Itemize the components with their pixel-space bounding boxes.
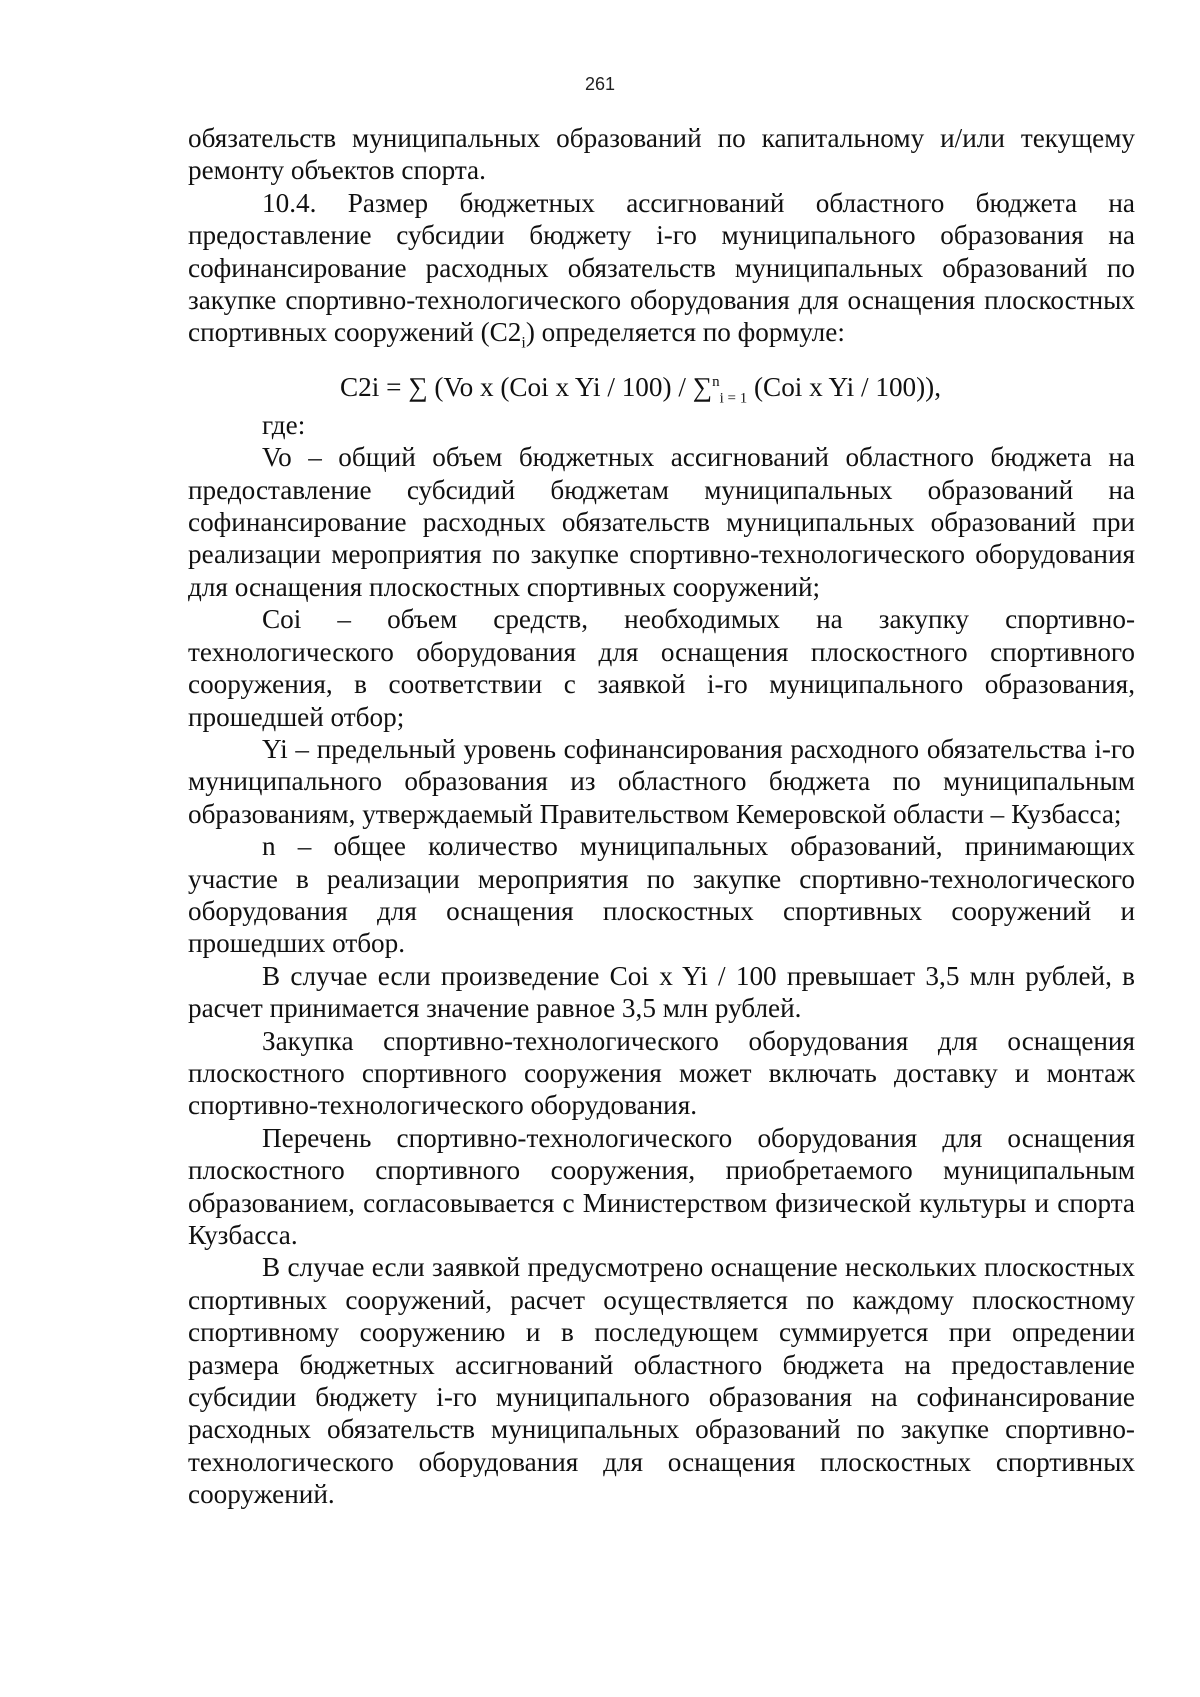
paragraph-10-4-text: 10.4. Размер бюджетных ассигнований областного бюджета на предоставление субсидии бюджету i-го муниципального образования на софинансирование расходных обязательств муниципальных образований по закупке спортивно-технологического оборудования для оснащения плоскостных спортивных сооружений (C2 xyxy=(188,187,1135,348)
definition-yi: Yi – предельный уровень софинансирования расходного обязательства i-го муниципального образования из областного бюджета по муниципальным образованиям, утверждаемый Правительством Кемеровской области – Кузбасса; xyxy=(188,733,1135,829)
definition-vo: Vo – общий объем бюджетных ассигнований областного бюджета на предоставление субсидий бюджетам муниципальных образований на софинансирование расходных обязательств муниципальных образований при реализации мероприятия по закупке спортивно-технологического оборудования для оснащения плоскостных спортивных сооружений; xyxy=(188,442,1135,602)
paragraph-10-4-ending: ) определяется по формуле: xyxy=(525,317,845,348)
paragraph-multiple-facilities: В случае если заявкой предусмотрено оснащение нескольких плоскостных спортивных сооружений, расчет осуществляется по каждому плоскостному спортивному сооружению и в последующем суммируется при опредении размера бюджетных ассигнований областного бюджета на предоставление субсидии бюджету i-го муниципального образования на софинансирование расходных обязательств муниципальных образований по закупке спортивно-технологического оборудования для оснащения плоскостных спортивных сооружений. xyxy=(188,1252,1135,1510)
formula xyxy=(188,366,1135,409)
paragraph-10-4 xyxy=(188,187,1135,352)
paragraph-limit: В случае если произведение Coi x Yi / 100 превышает 3,5 млн рублей, в расчет принимается значение равное 3,5 млн рублей. xyxy=(188,960,1135,1024)
formula-sum-lower-limit: i = 1 xyxy=(719,390,748,407)
paragraph-purchase: Закупка спортивно-технологического оборудования для оснащения плоскостного спортивного сооружения может включать доставку и монтаж спортивно-технологического оборудования. xyxy=(188,1025,1135,1121)
paragraph-10-4-subscript: i xyxy=(521,334,526,352)
paragraph-equipment-list: Перечень спортивно-технологического оборудования для оснащения плоскостного спортивного сооружения, приобретаемого муниципальным образованием, согласовывается с Министерством физической культуры и спорта Кузбасса. xyxy=(188,1122,1135,1250)
formula-sum-upper-limit: n xyxy=(712,373,720,390)
formula-tail: (Coi x Yi / 100)), xyxy=(747,371,942,402)
definition-coi: Coi – объем средств, необходимых на закупку спортивно-технологического оборудования для оснащения плоскостного спортивного сооружения, в соответствии с заявкой i-го муниципального образования, прошедшей отбор; xyxy=(188,604,1135,732)
formula-main: C2i = ∑ (Vo x (Coi x Yi / 100) / ∑ xyxy=(340,371,713,402)
document-body xyxy=(188,122,1135,1511)
page-number: 261 xyxy=(584,74,616,94)
definition-n: n – общее количество муниципальных образований, принимающих участие в реализации мероприятия по закупке спортивно-технологического оборудования для оснащения плоскостных спортивных сооружений и прошедших отбор. xyxy=(188,831,1135,959)
where-label: где: xyxy=(262,409,306,440)
paragraph-continuation: обязательств муниципальных образований по капитальному и/или текущему ремонту объектов спорта. xyxy=(188,123,1135,186)
